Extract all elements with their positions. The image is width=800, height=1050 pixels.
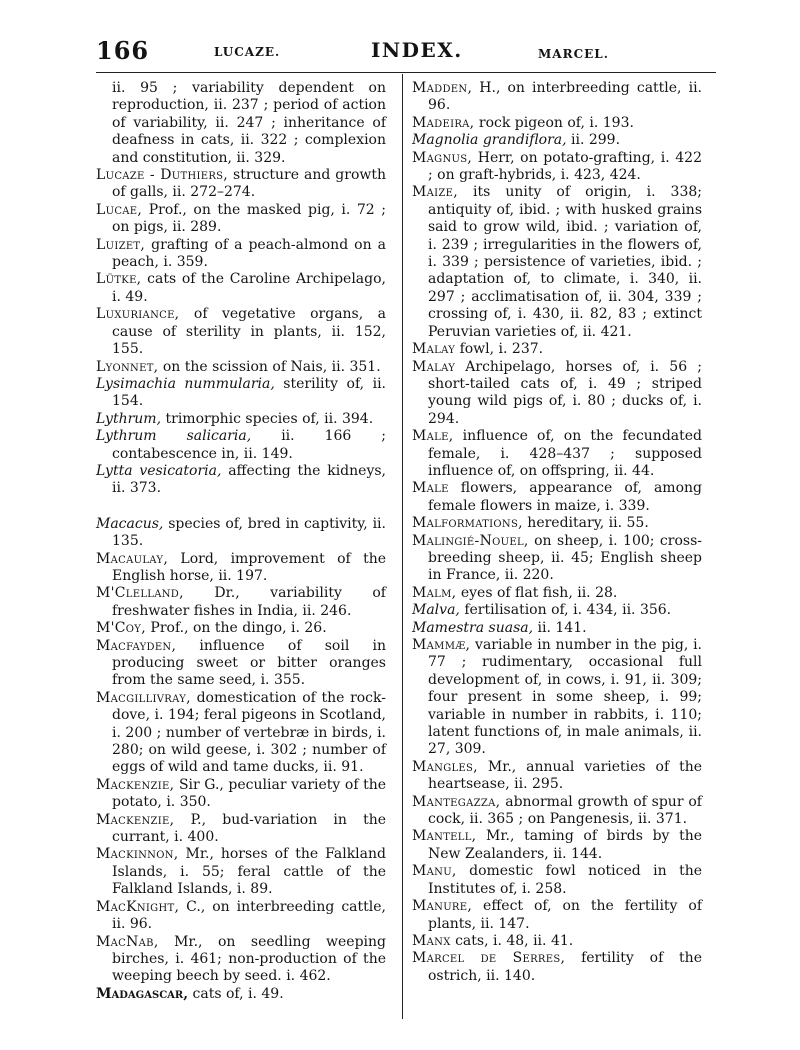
entry-head: Malay bbox=[412, 341, 456, 358]
index-entry bbox=[412, 933, 702, 950]
index-entry bbox=[412, 950, 702, 985]
entry-head: Mackenzie, bbox=[96, 776, 175, 793]
entry-head: Male bbox=[412, 480, 449, 497]
entry-text: ii. 166 ; contabescence in, ii. 149. bbox=[112, 428, 386, 462]
entry-head: Lythrum, bbox=[96, 410, 162, 427]
index-entry bbox=[96, 690, 386, 777]
index-entry bbox=[412, 533, 702, 585]
entry-text: domestication of the rock-dove, i. 194; feral pigeons in Scotland, i. 200 ; number of vertebræ in birds, i. 280; on wild geese, i. 302 ; number of eggs of wild and tame ducks, ii. 91. bbox=[112, 689, 386, 776]
index-entry bbox=[412, 602, 702, 619]
entry-head: Lytta vesicatoria, bbox=[96, 462, 222, 479]
entry-text: Archipelago, horses of, i. 56 ; short-tailed cats of, i. 49 ; striped young wild pigs of, i. 80 ; ducks of, i. 294. bbox=[428, 358, 702, 427]
index-entry bbox=[412, 480, 702, 515]
index-entry bbox=[412, 637, 702, 759]
entry-head: Malformations, bbox=[412, 515, 523, 532]
entry-text: influence of, on the fecundated female, i. 428–437 ; supposed influence of, on offspring, ii. 44. bbox=[428, 428, 702, 479]
index-entry bbox=[96, 428, 386, 463]
entry-text: on sheep, i. 100; cross-breeding sheep, ii. 45; English sheep in France, ii. 220. bbox=[428, 532, 702, 584]
entry-text: ii. 95 ; variability dependent on reproduction, ii. 237 ; period of action of variability, ii. 247 ; inheritance of deafness in cats, ii. 322 ; complexion and constitution, ii. 329. bbox=[112, 80, 386, 166]
index-entry bbox=[96, 846, 386, 898]
entry-text: Sir G., peculiar variety of the potato, i. 350. bbox=[112, 776, 386, 811]
entry-text: trimorphic species of, ii. 394. bbox=[161, 410, 374, 427]
index-entry bbox=[96, 551, 386, 586]
entry-head: Lucae, bbox=[96, 201, 143, 218]
entry-head: Mackinnon, bbox=[96, 846, 179, 863]
index-entry bbox=[96, 271, 386, 306]
index-entry bbox=[96, 376, 386, 411]
index-entry bbox=[412, 759, 702, 794]
entry-text: ii. 141. bbox=[533, 619, 587, 636]
entry-text: eyes of flat fish, ii. 28. bbox=[456, 584, 618, 601]
entry-text: cats of the Caroline Archipelago, i. 49. bbox=[112, 271, 386, 305]
entry-head: Mangles, bbox=[412, 758, 478, 775]
entry-head: Luizet, bbox=[96, 236, 146, 253]
index-entry bbox=[96, 359, 386, 376]
entry-text: grafting of a peach-almond on a peach, i. 359. bbox=[112, 236, 386, 271]
entry-text: Prof., on the dingo, i. 26. bbox=[145, 620, 327, 637]
entry-head: Mackenzie, bbox=[96, 811, 175, 828]
entry-head: Malingié-Nouel, bbox=[412, 532, 529, 549]
entry-text: affecting the kidneys, ii. 373. bbox=[112, 462, 386, 497]
page-number: 166 bbox=[96, 36, 150, 65]
entry-text: fertilisation of, i. 434, ii. 356. bbox=[459, 602, 672, 619]
entry-head: Lyonnet, bbox=[96, 358, 159, 375]
entry-head: Male, bbox=[412, 428, 454, 445]
running-header bbox=[96, 36, 716, 72]
entry-head: Lysimachia nummularia, bbox=[96, 375, 275, 392]
index-entry bbox=[96, 777, 386, 812]
index-entry bbox=[412, 620, 702, 637]
entry-head: Manure, bbox=[412, 898, 473, 915]
entry-text: C., on interbreeding cattle, ii. 96. bbox=[112, 898, 386, 933]
entry-head: MacNab, bbox=[96, 933, 159, 950]
entry-text: cats of, i. 49. bbox=[188, 985, 284, 1002]
entry-head: Maize, bbox=[412, 184, 459, 201]
entry-text: influence of soil in producing sweet or bitter oranges from the same seed, i. 355. bbox=[112, 637, 386, 689]
entry-text: sterility of, ii. 154. bbox=[112, 375, 386, 410]
entry-head: Lythrum salicaria, bbox=[96, 428, 252, 445]
entry-head: Mamestra suasa, bbox=[412, 619, 534, 636]
index-entry bbox=[96, 620, 386, 637]
index-entry bbox=[96, 899, 386, 934]
entry-head: M'Coy, bbox=[96, 620, 146, 637]
entry-text: Mr., horses of the Falkland Islands, i. 55; feral cattle of the Falkland Islands, i. 89. bbox=[112, 846, 386, 898]
index-entry bbox=[412, 585, 702, 602]
entry-head: Mammæ, bbox=[412, 637, 471, 653]
entry-head: Magnolia grandiflora, bbox=[412, 132, 567, 149]
entry-head: M'Clelland, bbox=[96, 585, 184, 602]
index-entry bbox=[412, 341, 702, 358]
index-entry bbox=[96, 237, 386, 272]
index-entry bbox=[96, 986, 386, 1003]
index-entry bbox=[412, 359, 702, 429]
entry-text: flowers, appearance of, among female flowers in maize, i. 339. bbox=[428, 480, 702, 514]
entry-head: MacKnight, bbox=[96, 898, 180, 915]
entry-text: effect of, on the fertility of plants, ii. 147. bbox=[428, 898, 702, 932]
index-entry bbox=[412, 184, 702, 341]
entry-head: Marcel de Serres, bbox=[412, 950, 566, 967]
entry-text: abnormal growth of spur of cock, ii. 365 ; on Pangenesis, ii. 371. bbox=[428, 793, 702, 828]
index-entry bbox=[96, 934, 386, 986]
right-column bbox=[412, 80, 702, 985]
entry-text: structure and growth of galls, ii. 272–274. bbox=[112, 167, 387, 201]
entry-head: Madden, bbox=[412, 80, 473, 96]
entry-text: species of, bred in captivity, ii. 135. bbox=[112, 515, 386, 550]
entry-head: Madeira, bbox=[412, 114, 475, 131]
entry-text: its unity of origin, i. 338; antiquity of, ibid. ; with husked grains said to grow wild, ibid. ; variation of, i. 239 ; irregularities in the flowers of, i. 339 ; persistence of varieties, ibid. ; adaptation of, to climate, i. 340, ii. 297 ; acclimatisation of, ii. 304, 339 ; crossing of, i. 430, ii. 82, 83 ; extinct Peruvian varieties of, ii. 421. bbox=[428, 184, 702, 340]
entry-text: fertility of the ostrich, ii. 140. bbox=[428, 950, 702, 984]
entry-text: rock pigeon of, i. 193. bbox=[474, 114, 634, 131]
index-entry bbox=[96, 202, 386, 237]
entry-text: Mr., on seedling weeping birches, i. 461; non-production of the weeping beech by seed. i. 462. bbox=[112, 933, 386, 985]
entry-head: Madagascar, bbox=[96, 985, 189, 1002]
entry-text: Dr., variability of freshwater fishes in India, ii. 246. bbox=[112, 585, 386, 619]
index-entry bbox=[96, 80, 386, 167]
index-entry bbox=[412, 515, 702, 532]
index-entry bbox=[412, 794, 702, 829]
entry-head: Malm, bbox=[412, 584, 457, 601]
entry-text: hereditary, ii. 55. bbox=[522, 515, 649, 532]
entry-head: Lütke, bbox=[96, 271, 142, 288]
entry-text: Herr, on potato-grafting, i. 422 ; on graft-hybrids, i. 423, 424. bbox=[428, 149, 702, 184]
entry-text: Mr., taming of birds by the New Zealanders, ii. 144. bbox=[428, 828, 702, 862]
right-guide-word: MARCEL. bbox=[538, 47, 609, 61]
entry-text: fowl, i. 237. bbox=[455, 341, 544, 358]
entry-head: Manx bbox=[412, 932, 451, 949]
index-entry bbox=[412, 80, 702, 115]
entry-head: Luxuriance, bbox=[96, 306, 180, 323]
entry-head: Malva, bbox=[412, 602, 460, 619]
entry-text: cats, i. 48, ii. 41. bbox=[450, 932, 574, 949]
entry-text: Mr., annual varieties of the heartsease, ii. 295. bbox=[428, 758, 702, 793]
entry-text: variable in number in the pig, i. 77 ; rudimentary, occasional full development of, in cows, i. 91, ii. 309; four present in some sheep, i. 99; variable in number in rabbits, i. 110; latent functions of, in male animals, ii. 27, 309. bbox=[428, 637, 702, 758]
entry-text: Prof., on the masked pig, i. 72 ; on pigs, ii. 289. bbox=[112, 201, 386, 236]
entry-text: P., bud-variation in the currant, i. 400. bbox=[112, 811, 386, 846]
entry-head: Manu, bbox=[412, 863, 457, 880]
entry-head: Macacus, bbox=[96, 515, 164, 532]
index-entry bbox=[412, 828, 702, 863]
index-entry bbox=[96, 411, 386, 428]
column-divider bbox=[402, 74, 403, 1019]
entry-head: Malay bbox=[412, 358, 456, 375]
index-entry bbox=[96, 638, 386, 690]
index-entry bbox=[96, 585, 386, 620]
entry-head: Mantegazza, bbox=[412, 793, 501, 810]
entry-head: Lucaze - Duthiers, bbox=[96, 167, 229, 184]
entry-head: Mantell, bbox=[412, 828, 477, 845]
header-rule bbox=[96, 72, 716, 73]
index-entry bbox=[412, 150, 702, 185]
index-entry bbox=[412, 115, 702, 132]
index-entry bbox=[96, 812, 386, 847]
entry-text: Lord, improvement of the English horse, ii. 197. bbox=[112, 550, 386, 584]
index-entry bbox=[412, 132, 702, 149]
index-entry bbox=[412, 863, 702, 898]
page-title: INDEX. bbox=[371, 38, 463, 62]
entry-text: domestic fowl noticed in the Institutes of, i. 258. bbox=[428, 863, 702, 897]
index-entry bbox=[412, 898, 702, 933]
index-entry bbox=[96, 516, 386, 551]
entry-head: Magnus, bbox=[412, 149, 473, 166]
entry-text: H., on interbreeding cattle, ii. 96. bbox=[428, 80, 702, 114]
left-column bbox=[96, 80, 386, 1003]
entry-text: on the scission of Nais, ii. 351. bbox=[158, 358, 381, 375]
entry-text: of vegetative organs, a cause of sterility in plants, ii. 152, 155. bbox=[112, 306, 386, 358]
index-entry bbox=[412, 428, 702, 480]
entry-head: Macaulay, bbox=[96, 550, 169, 567]
index-entry bbox=[96, 167, 386, 202]
entry-head: Macgillivray, bbox=[96, 689, 191, 706]
entry-head: Macfayden, bbox=[96, 637, 177, 654]
left-guide-word: LUCAZE. bbox=[214, 45, 281, 59]
index-entry bbox=[96, 306, 386, 358]
entry-text: ii. 299. bbox=[566, 132, 621, 149]
index-entry bbox=[96, 463, 386, 498]
